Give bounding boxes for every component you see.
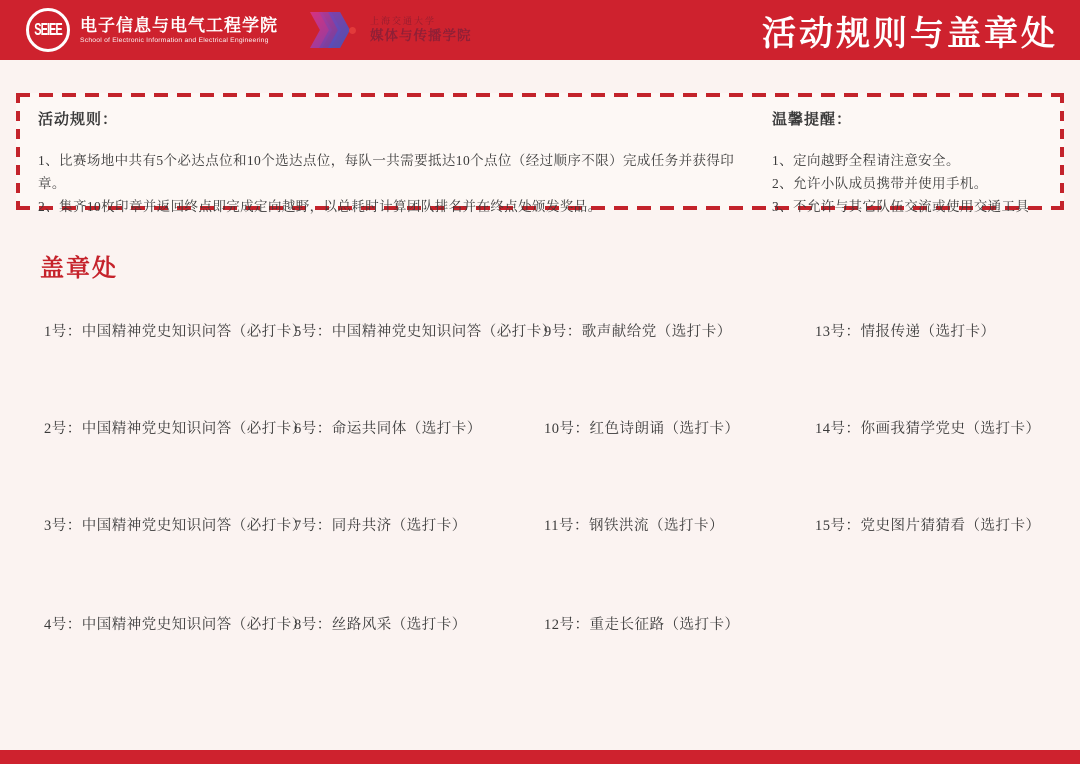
activity-rule-1: 1、比赛场地中共有5个必达点位和10个选达点位，每队一共需要抵达10个点位（经过顺序不限）完成任务并获得印章。 — [38, 153, 735, 191]
stamp-point-4: 4号：中国精神党史知识问答（必打卡） — [44, 617, 307, 633]
stamp-point-13: 13号：情报传递（选打卡） — [815, 324, 996, 340]
activity-rules-section — [38, 108, 758, 218]
media-school-hex-icon — [310, 9, 362, 51]
reminder-2: 2、允许小队成员携带并使用手机。 — [772, 176, 988, 191]
reminder-1: 1、定向越野全程请注意安全。 — [772, 153, 960, 168]
stamp-point-8: 8号：丝路风采（选打卡） — [294, 617, 467, 633]
page-title: 活动规则与盖章处 — [762, 14, 1058, 53]
rules-box — [16, 93, 1064, 214]
stamp-point-7: 7号：同舟共济（选打卡） — [294, 518, 467, 534]
stamps-section-title: 盖章处 — [40, 256, 118, 282]
footer-red-bar — [0, 750, 1080, 764]
stamp-point-15: 15号：党史图片猜猜看（选打卡） — [815, 518, 1041, 534]
reminder-3: 3、不允许与其它队伍交流或使用交通工具 — [772, 199, 1030, 214]
reminder-title: 温馨提醒： — [772, 112, 853, 128]
stamp-point-1: 1号：中国精神党史知识问答（必打卡） — [44, 324, 307, 340]
reminder-section — [772, 108, 1052, 218]
stamp-point-2: 2号：中国精神党史知识问答（必打卡） — [44, 421, 307, 437]
stamp-point-6: 6号：命运共同体（选打卡） — [294, 421, 482, 437]
seiee-monogram: SEIEE — [34, 20, 62, 40]
stamp-point-3: 3号：中国精神党史知识问答（必打卡） — [44, 518, 307, 534]
stamp-point-9: 9号：歌声献给党（选打卡） — [544, 324, 732, 340]
school-name-en: School of Electronic Information and Electrical Engineering — [80, 36, 269, 44]
stamp-point-14: 14号：你画我猜学党史（选打卡） — [815, 421, 1041, 437]
stamp-point-5: 5号：中国精神党史知识问答（必打卡） — [294, 324, 557, 340]
activity-rules-title: 活动规则： — [38, 112, 119, 128]
media-school-name: 媒体与传播学院 — [370, 28, 472, 43]
header-bar — [0, 0, 1080, 60]
activity-rule-2: 2、集齐10枚印章并返回终点即完成定向越野，以总耗时计算团队排名并在终点处颁发奖品。 — [38, 199, 602, 214]
seiee-circle-icon — [26, 8, 70, 52]
media-school-logo — [310, 9, 472, 51]
stamp-point-11: 11号：钢铁洪流（选打卡） — [544, 518, 724, 534]
stamp-point-12: 12号：重走长征路（选打卡） — [544, 617, 740, 633]
university-name: 上海交通大学 — [370, 16, 437, 26]
stamp-point-10: 10号：红色诗朗诵（选打卡） — [544, 421, 740, 437]
seiee-logo — [26, 8, 278, 52]
school-name-cn: 电子信息与电气工程学院 — [80, 15, 278, 35]
